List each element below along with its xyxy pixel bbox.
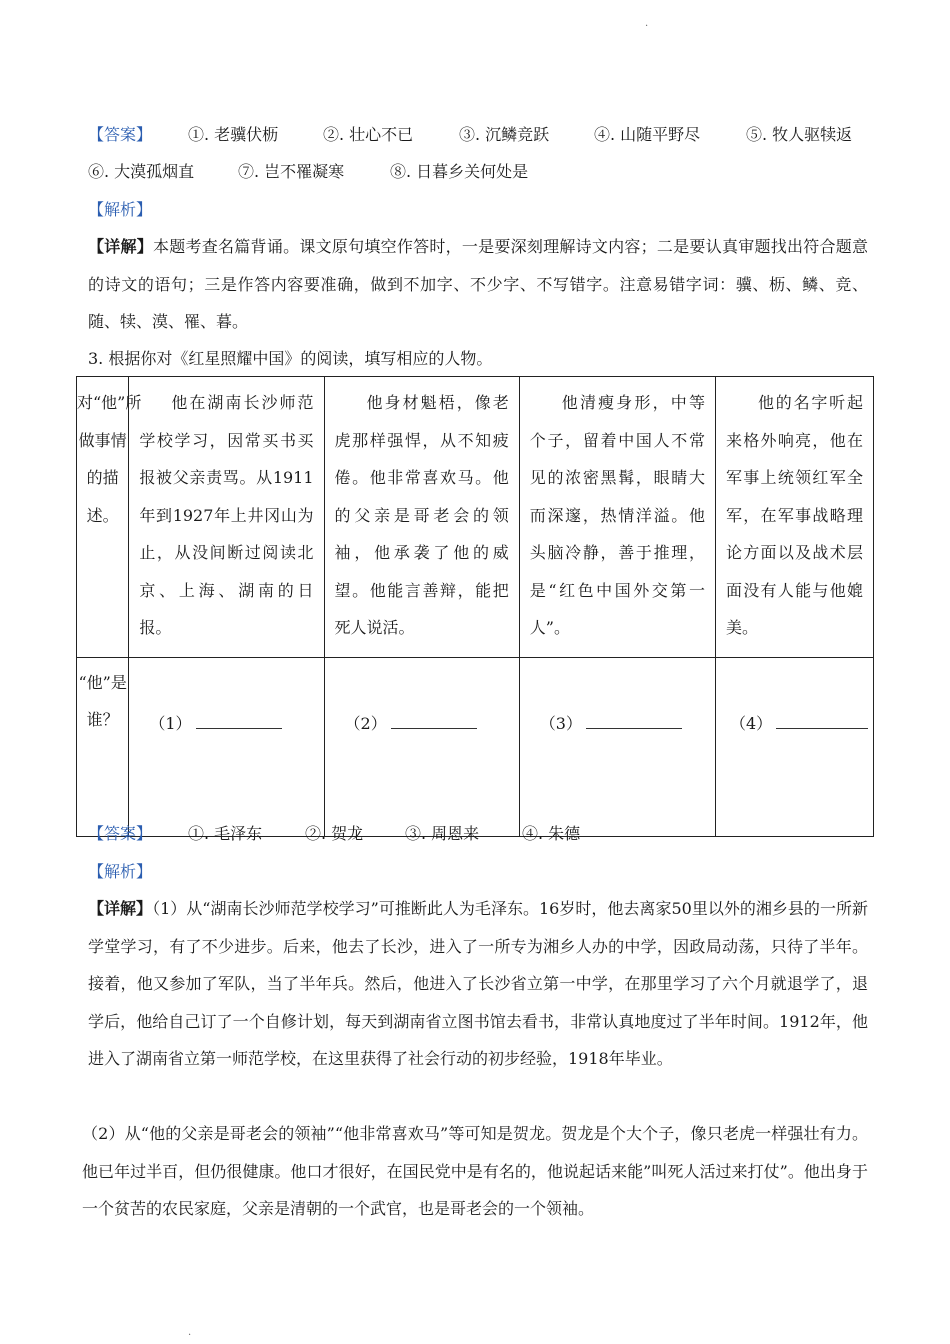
blank-underline — [196, 712, 282, 729]
description-cell: 他身材魁梧，像老虎那样强悍，从不知疲倦。他非常喜欢马。他的父亲是哥老会的领袖，他承袭了他的威望。他能言善辩，能把死人说活。 — [324, 377, 519, 658]
description-cell: 他清瘦身形，中等个子，留着中国人不常见的浓密黑髯，眼睛大而深邃，热情洋溢。他头脑冷静，善于推理，是“红色中国外交第一人”。 — [519, 377, 715, 658]
detail-label: 【详解】 — [88, 899, 153, 918]
detail-paragraph-2: （2）从“他的父亲是哥老会的领袖”“他非常喜欢马”等可知是贺龙。贺龙是个大个子，像只老虎一样强壮有力。他已年过半百，但仍很健康。他口才很好，在国民党中是有名的，他说起话来能”叫死人活过来打仗”。他出身于一个贫苦的农民家庭，父亲是清朝的一个武官，也是哥老会的一个领袖。 — [82, 1124, 868, 1218]
answer-item: ⑦. 岂不罹凝寒 — [238, 162, 345, 181]
blank-number: （1） — [149, 713, 192, 733]
row-label-who: “他”是谁？ — [77, 657, 129, 836]
question-3: 3. 根据你对《红星照耀中国》的阅读，填写相应的人物。 — [88, 349, 493, 368]
answer-item: ⑤. 牧人驱犊返 — [746, 125, 853, 144]
detail-text: 本题考查名篇背诵。课文原句填空作答时，一是要深刻理解诗文内容；二是要认真审题找出符合题意的诗文的语句；三是作答内容要准确，做到不加字、不少字、不写错字。注意易错字词：骥、枥、鳞、竞、随、犊、漠、罹、暮。 — [88, 237, 868, 331]
answer-blank[interactable] — [324, 657, 519, 836]
answer-item: ①. 老骥伏枥 — [188, 125, 279, 144]
answer-item: ①. 毛泽东 — [188, 824, 263, 843]
description-cell: 他在湖南长沙师范学校学习，因常买书买报被父亲责骂。从1911年到1927年上井冈山为止，从没间断过阅读北京、上海、湖南的日报。 — [129, 377, 324, 658]
header-dot: . — [645, 18, 649, 29]
answer-label: 【答案】 — [88, 125, 153, 144]
blank-number: （4） — [729, 713, 773, 733]
blank-underline — [776, 712, 868, 729]
detail-text: （1）从“湖南长沙师范学校学习”可推断此人为毛泽东。16岁时，他去离家50里以外的湘乡县的一所新学堂学习，有了不少进步。后来，他去了长沙，进入了一所专为湘乡人办的中学，因政局动荡，只待了半年。接着，他又参加了军队，当了半年兵。然后，他进入了长沙省立第一中学，在那里学习了六个月就退学了，退学后，他给自己订了一个自修计划，每天到湖南省立图书馆去看书，非常认真地度过了半年时间。1912年，他进入了湖南省立第一师范学校，在这里获得了社会行动的初步经验，1918年毕业。 — [88, 899, 868, 1068]
detail-paragraph — [88, 890, 868, 1078]
blank-underline — [391, 712, 477, 729]
footer-dot: . — [188, 1327, 192, 1338]
detail-paragraph — [88, 228, 868, 341]
answer-item: ③. 周恩来 — [405, 824, 480, 843]
answer-item: ④. 朱德 — [522, 824, 581, 843]
person-table — [76, 376, 874, 837]
blank-number: （3） — [539, 713, 582, 733]
answer-item: ⑥. 大漠孤烟直 — [88, 162, 195, 181]
answer-blank[interactable] — [715, 657, 873, 836]
answer-blank[interactable] — [129, 657, 324, 836]
detail-label: 【详解】 — [88, 237, 154, 256]
answer-label: 【答案】 — [88, 824, 153, 843]
answer-item: ③. 沉鳞竞跃 — [459, 125, 550, 144]
answer-item: ②. 壮心不已 — [323, 125, 414, 144]
answer-item: ②. 贺龙 — [305, 824, 364, 843]
blank-underline — [586, 712, 682, 729]
blank-number: （2） — [344, 713, 387, 733]
answer-item: ④. 山随平野尽 — [594, 125, 701, 144]
answer-blank[interactable] — [519, 657, 715, 836]
analysis-label: 【解析】 — [88, 200, 153, 219]
analysis-label: 【解析】 — [88, 862, 153, 881]
answer-item: ⑧. 日暮乡关何处是 — [390, 162, 529, 181]
row-label-description: 对“他”所做事情的描述。 — [77, 377, 129, 658]
description-cell: 他的名字听起来格外响亮，他在军事上统领红军全军，在军事战略理论方面以及战术层面没有人能与他媲美。 — [715, 377, 873, 658]
